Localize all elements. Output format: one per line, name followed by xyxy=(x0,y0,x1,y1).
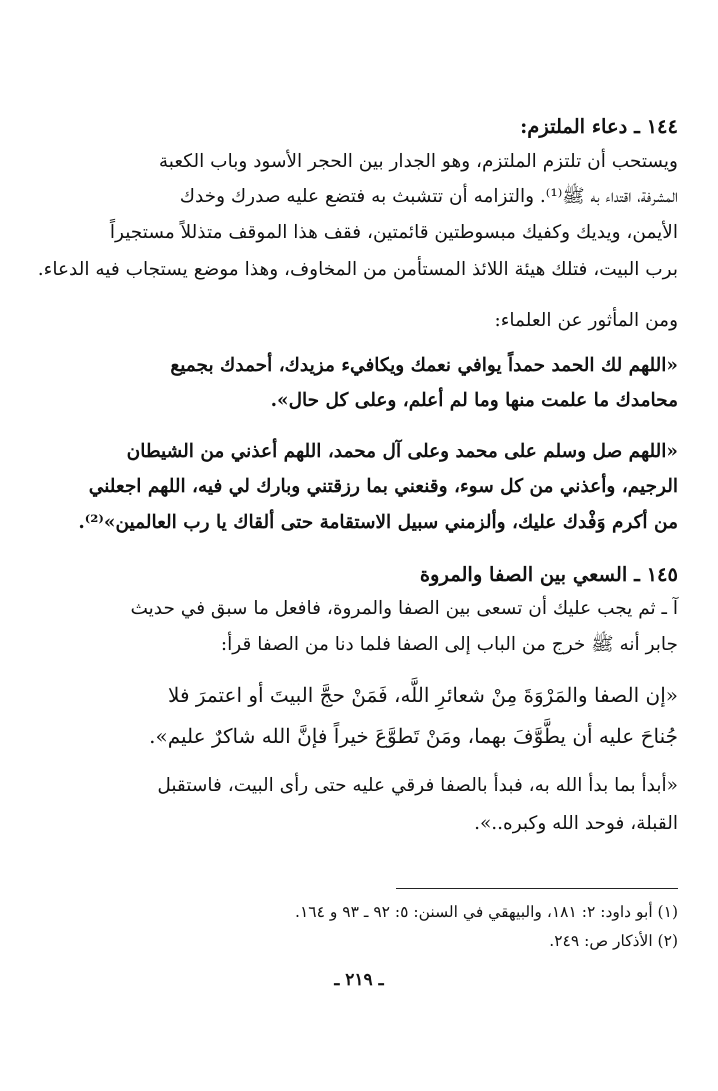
page-number: ـ ٢١٩ ـ xyxy=(334,970,384,990)
verse-line: «إن الصفا والمَرْوَةَ مِنْ شعائرِ اللَّه، فَمَنْ حجَّ البيتَ أو اعتمرَ فلا xyxy=(168,683,678,707)
dua-line: «اللهم صل وسلم على محمد وعلى آل محمد، اللهم أعذني من الشيطان xyxy=(126,441,678,462)
paragraph-line: المشرفة، اقتداء به ﷺ⁽¹⁾. والتزامه أن تتشبث به فتضع عليه صدرك وخدك xyxy=(179,186,678,207)
section-145-heading: ١٤٥ ـ السعي بين الصفا والمروة xyxy=(419,563,678,586)
verse-line: جُناحَ عليه أن يطَّوَّفَ بهما، ومَنْ تَطوَّعَ خيراً فإنَّ الله شاكرٌ عليم». xyxy=(149,724,678,748)
scholars-intro: ومن المأثور عن العلماء: xyxy=(494,310,678,331)
paragraph-line: جابر أنه ﷺ خرج من الباب إلى الصفا فلما دنا من الصفا قرأ: xyxy=(220,634,678,655)
dua-line: من أكرم وَفْدك عليك، وألزمني سبيل الاستقامة حتى ألقاك يا رب العالمين»⁽²⁾. xyxy=(78,512,678,533)
footnote-separator xyxy=(396,888,678,889)
dua-line: «اللهم لك الحمد حمداً يوافي نعمك ويكافيء مزيدك، أحمدك بجميع xyxy=(170,355,678,376)
footnote-2: (٢) الأذكار ص: ٢٤٩. xyxy=(549,932,678,950)
quote-line: القبلة، فوحد الله وكبره..». xyxy=(474,813,678,834)
dua-line: محامدك ما علمت منها وما لم أعلم، وعلى كل حال». xyxy=(270,390,678,411)
paragraph-line: آ ـ ثم يجب عليك أن تسعى بين الصفا والمروة، فافعل ما سبق في حديث xyxy=(130,598,678,619)
paragraph-line: برب البيت، فتلك هيئة اللائذ المستأمن من المخاوف، وهذا موضع يستجاب فيه الدعاء. xyxy=(37,259,678,280)
paragraph-line: ويستحب أن تلتزم الملتزم، وهو الجدار بين الحجر الأسود وباب الكعبة xyxy=(158,151,678,172)
dua-line: الرجيم، وأعذني من كل سوء، وقنعني بما رزقتني وبارك لي فيه، اللهم اجعلني xyxy=(88,476,678,497)
quote-line: «أبدأ بما بدأ الله به، فبدأ بالصفا فرقي عليه حتى رأى البيت، فاستقبل xyxy=(157,775,678,796)
paragraph-line: الأيمن، ويديك وكفيك مبسوطتين قائمتين، فقف هذا الموقف متذللاً مستجيراً xyxy=(109,222,678,243)
footnote-1: (١) أبو داود: ٢: ١٨١، والبيهقي في السنن: ٥: ٩٢ ـ ٩٣ و ١٦٤. xyxy=(295,903,678,921)
section-144-heading: ١٤٤ ـ دعاء الملتزم: xyxy=(520,115,678,138)
